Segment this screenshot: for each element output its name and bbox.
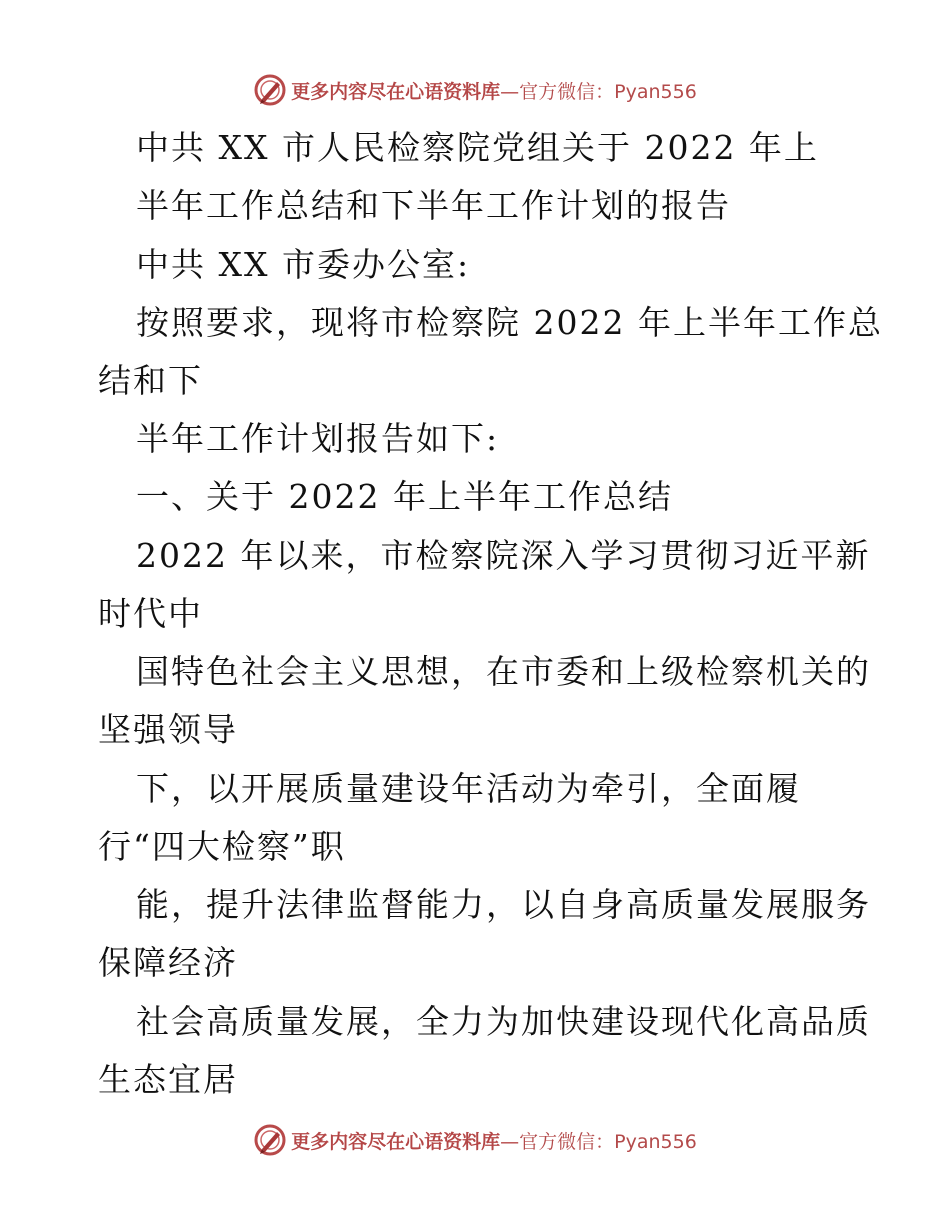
paragraph-line: 坚强领导 [98,710,238,749]
banner-brand: 更多内容尽在心语资料库 [291,80,501,103]
banner-text [291,77,697,104]
salutation: 中共 XX 市委办公室: [136,245,471,284]
paragraph-line: 结和下 [98,361,203,400]
banner-wechat: 官方微信：Pyan556 [519,80,697,103]
paragraph-line: 时代中 [98,594,203,633]
footer-watermark-banner [0,1120,950,1160]
paragraph-line: 能，提升法律监督能力，以自身高质量发展服务 [136,885,871,924]
paragraph-line: 按照要求，现将市检察院 2022 年上半年工作总 [136,303,883,342]
pen-logo-icon [253,1123,287,1157]
banner-text [291,1127,697,1154]
title-line-1: 中共 XX 市人民检察院党组关于 2022 年上 [136,128,819,167]
paragraph-line: 社会高质量发展，全力为加快建设现代化高品质 [136,1002,871,1041]
paragraph-line: 行“四大检察”职 [98,827,346,866]
banner-dash: — [500,1130,520,1153]
paragraph-line: 保障经济 [98,943,238,982]
banner-wechat: 官方微信：Pyan556 [519,1130,697,1153]
paragraph-line: 国特色社会主义思想，在市委和上级检察机关的 [136,652,871,691]
paragraph-line: 下，以开展质量建设年活动为牵引，全面履 [136,769,801,808]
banner-brand: 更多内容尽在心语资料库 [291,1130,501,1153]
pen-logo-icon [253,73,287,107]
section-heading: 一、关于 2022 年上半年工作总结 [136,477,673,516]
header-watermark-banner [0,70,950,110]
paragraph-line: 生态宜居 [98,1060,238,1099]
paragraph-line: 2022 年以来，市检察院深入学习贯彻习近平新 [136,536,871,575]
paragraph-line: 半年工作计划报告如下: [136,419,500,458]
title-line-2: 半年工作总结和下半年工作计划的报告 [136,186,731,225]
banner-dash: — [500,80,520,103]
